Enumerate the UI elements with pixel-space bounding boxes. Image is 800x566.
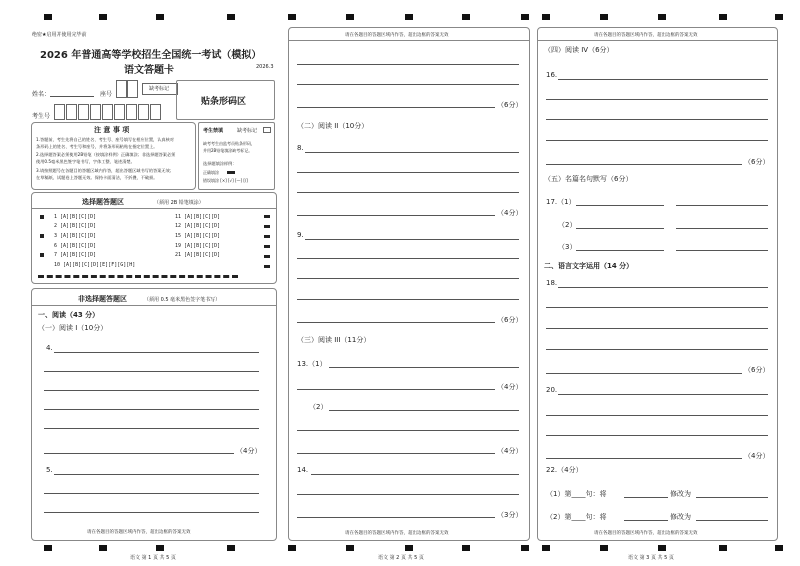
answer-line[interactable] xyxy=(546,458,742,459)
question-number: 4. xyxy=(46,344,53,352)
nonmc-panel xyxy=(31,288,277,541)
answer-line[interactable] xyxy=(546,435,768,436)
nonmc-title: 非选择题答题区 xyxy=(78,295,127,303)
timing-mark xyxy=(288,545,296,551)
subsection-heading: （二）阅读 II（10分） xyxy=(297,122,369,130)
timing-mark xyxy=(775,14,783,20)
exam-no-box[interactable] xyxy=(78,104,89,120)
score-label: （4分） xyxy=(744,452,770,460)
score-label: （3分） xyxy=(497,511,523,519)
row-mark xyxy=(264,215,270,218)
timing-mark xyxy=(405,545,413,551)
fill-example-title: 选择题填涂样例： xyxy=(203,161,237,166)
notes-line: 条形码上的姓名、考生号和座号，并将条形码粘贴在指定位置上。 xyxy=(36,144,158,149)
exam-no-box[interactable] xyxy=(138,104,149,120)
timing-mark xyxy=(156,545,164,551)
row-mark xyxy=(264,245,270,248)
timing-mark xyxy=(346,545,354,551)
panel-notice: 请在各题目的答题区域内作答，超出边框的答案无效 xyxy=(594,531,698,536)
timing-mark xyxy=(719,545,727,551)
answer-line[interactable] xyxy=(696,520,768,521)
question-number: 13.（1） xyxy=(297,360,327,368)
wrong-fill: 错误填涂 [×] [√] [—] [/] xyxy=(203,178,248,183)
page2-panel xyxy=(288,27,530,541)
answer-line[interactable] xyxy=(44,409,259,410)
answer-line[interactable] xyxy=(297,494,519,495)
notes-title: 注 意 事 项 xyxy=(94,126,130,134)
row-mark xyxy=(264,235,270,238)
timing-mark xyxy=(521,14,529,20)
answer-line[interactable] xyxy=(297,84,519,85)
question-number: （2） xyxy=(558,221,577,229)
candidate-desc: 缺考考生由监考员贴条形码， xyxy=(203,141,255,146)
mc-hint: （须用 2B 铅笔填涂） xyxy=(154,200,204,206)
mc-row[interactable]: 19 [A][B][C][D] xyxy=(175,243,221,249)
answer-line[interactable] xyxy=(576,228,664,229)
exam-no-box[interactable] xyxy=(54,104,65,120)
timing-mark xyxy=(44,14,52,20)
answer-line[interactable] xyxy=(546,328,768,329)
answer-line[interactable] xyxy=(297,322,495,323)
answer-line[interactable] xyxy=(44,453,234,454)
timing-mark xyxy=(44,545,52,551)
answer-line[interactable] xyxy=(546,99,768,100)
page-footer: 语文 第 1 页 共 5 页 xyxy=(130,555,176,561)
answer-line[interactable] xyxy=(297,517,495,518)
divider xyxy=(538,40,777,41)
question-number: 9. xyxy=(297,231,304,239)
exam-no-box[interactable] xyxy=(66,104,77,120)
notes-line: 1.答题前，考生先将自己的姓名、考生号、座号填写在相应位置，认真核对 xyxy=(36,137,174,142)
timing-mark xyxy=(405,14,413,20)
answer-line[interactable] xyxy=(297,389,495,390)
candidate-title: 考生禁填 xyxy=(203,128,224,134)
score-label: （6分） xyxy=(497,101,523,109)
name-field[interactable] xyxy=(50,96,94,97)
mc-row[interactable]: 3 [A][B][C][D] xyxy=(54,233,97,239)
answer-line[interactable] xyxy=(44,512,259,513)
question-number: （2） xyxy=(309,403,328,411)
timing-mark xyxy=(600,545,608,551)
barcode-label: 贴条形码区 xyxy=(201,97,247,107)
question-number: 18. xyxy=(546,279,558,287)
notes-line: 2.选择题答案必须使用2B铅笔（按填涂样例）正确填涂；非选择题答案必须 xyxy=(36,152,176,157)
score-label: （4分） xyxy=(497,209,523,217)
question-number: 17.（1） xyxy=(546,198,576,206)
subsection-heading: （三）阅读 III（11分） xyxy=(297,336,371,344)
score-label: （6分） xyxy=(497,316,523,324)
revise-label: 修改为 xyxy=(670,513,691,521)
exam-date: 2026.3 xyxy=(256,64,274,70)
question-number: 5. xyxy=(46,466,53,474)
mc-row[interactable]: 1 [A][B][C][D] xyxy=(54,214,97,220)
exam-no-label: 考生号 xyxy=(32,113,51,120)
absent-mark-box[interactable] xyxy=(263,127,271,133)
answer-line[interactable] xyxy=(696,497,768,498)
notes-panel xyxy=(31,122,196,190)
answer-line[interactable] xyxy=(297,64,519,65)
question-number: 22.（4分） xyxy=(546,466,583,474)
nonmc-hint: （须用 0.5 毫米黑色签字笔书写） xyxy=(144,297,221,303)
divider xyxy=(289,40,529,41)
answer-line[interactable] xyxy=(297,215,495,216)
mc-row[interactable]: 12 [A][B][C][D] xyxy=(175,223,221,229)
question-number: 20. xyxy=(546,386,558,394)
seat-box[interactable] xyxy=(116,80,127,98)
top-note: 绝密★启用并使用完毕前 xyxy=(32,32,87,38)
exam-no-box[interactable] xyxy=(114,104,125,120)
page3-panel xyxy=(537,27,778,541)
subsection-heading: （四）阅读 IV（6分） xyxy=(544,46,614,54)
exam-no-box[interactable] xyxy=(150,104,161,120)
answer-line[interactable] xyxy=(546,373,742,374)
question-number: （3） xyxy=(558,243,577,251)
exam-title: 2026 年普通高等学校招生全国统一考试（模拟） xyxy=(40,50,262,61)
question-number: （2）第____句：将 xyxy=(546,513,607,521)
section-heading: 一、阅读（43 分） xyxy=(38,311,100,319)
answer-line[interactable] xyxy=(546,164,742,165)
answer-line[interactable] xyxy=(546,119,768,120)
dash-strip xyxy=(38,275,238,278)
answer-line[interactable] xyxy=(297,453,495,454)
candidate-panel xyxy=(198,122,275,190)
timing-mark xyxy=(227,14,235,20)
timing-mark xyxy=(462,545,470,551)
answer-line[interactable] xyxy=(329,367,519,368)
answer-line[interactable] xyxy=(297,192,519,193)
answer-line[interactable] xyxy=(558,79,768,80)
exam-no-box[interactable] xyxy=(126,104,137,120)
answer-line[interactable] xyxy=(297,299,519,300)
timing-mark xyxy=(775,545,783,551)
name-label: 姓名： xyxy=(32,91,51,98)
answer-line[interactable] xyxy=(329,410,519,411)
page-footer: 语文 第 2 页 共 5 页 xyxy=(378,555,424,561)
mc-title: 选择题答题区 xyxy=(82,198,124,206)
score-label: （4分） xyxy=(497,447,523,455)
subsection-heading: （一）阅读 I（10分） xyxy=(38,324,108,332)
absent-label: 缺考标记 xyxy=(237,128,258,134)
answer-line[interactable] xyxy=(546,307,768,308)
row-mark xyxy=(264,225,270,228)
small-tag-label: 缺考标记 xyxy=(149,86,170,92)
score-label: （6分） xyxy=(744,366,770,374)
answer-line[interactable] xyxy=(305,239,519,240)
question-number: （1）第____句：将 xyxy=(546,490,607,498)
question-number: 14. xyxy=(297,466,309,474)
row-mark xyxy=(264,265,270,268)
answer-line[interactable] xyxy=(44,371,259,372)
timing-mark xyxy=(346,14,354,20)
answer-line[interactable] xyxy=(311,474,519,475)
answer-line[interactable] xyxy=(44,390,259,391)
question-number: 16. xyxy=(546,71,558,79)
exam-no-box[interactable] xyxy=(102,104,113,120)
mc-row[interactable]: 15 [A][B][C][D] xyxy=(175,233,221,239)
answer-line[interactable] xyxy=(44,428,259,429)
panel-notice: 请在各题目的答题区域内作答，超出边框的答案无效 xyxy=(594,33,698,38)
timing-mark xyxy=(521,545,529,551)
correct-fill: 正确填涂 xyxy=(203,170,219,175)
timing-mark xyxy=(658,14,666,20)
timing-mark xyxy=(99,14,107,20)
seat-box[interactable] xyxy=(127,80,138,98)
divider xyxy=(32,208,276,209)
timing-mark xyxy=(288,14,296,20)
answer-line[interactable] xyxy=(624,497,668,498)
section-heading: 二、语言文字运用（14 分） xyxy=(544,262,634,270)
mc-panel xyxy=(31,192,277,284)
answer-line[interactable] xyxy=(297,278,519,279)
mc-row[interactable]: 7 [A][B][C][D] xyxy=(54,252,97,258)
panel-notice: 请在各题目的答题区域内作答，超出边框的答案无效 xyxy=(87,530,191,535)
answer-line[interactable] xyxy=(297,107,495,108)
timing-mark xyxy=(462,14,470,20)
answer-line[interactable] xyxy=(305,152,519,153)
exam-no-box[interactable] xyxy=(90,104,101,120)
timing-mark xyxy=(156,14,164,20)
notes-line: 3.请按照题号在各题目的答题区域内作答，超出答题区域书写的答案无效； xyxy=(36,168,174,173)
revise-label: 修改为 xyxy=(670,490,691,498)
row-mark xyxy=(40,253,44,257)
answer-line[interactable] xyxy=(676,250,768,251)
answer-line[interactable] xyxy=(676,205,768,206)
mc-row[interactable]: 10 [A][B][C][D][E][F][G][H] xyxy=(54,262,136,268)
score-label: （4分） xyxy=(497,383,523,391)
score-label: （4分） xyxy=(236,447,262,455)
answer-line[interactable] xyxy=(558,394,768,395)
timing-mark xyxy=(99,545,107,551)
page-footer: 语文 第 3 页 共 5 页 xyxy=(628,555,674,561)
candidate-desc: 并用2B铅笔填涂缺考标记。 xyxy=(203,148,253,153)
row-mark xyxy=(40,215,44,219)
notes-line: 在草稿纸、试题卷上答题无效。保持卡面清洁，不折叠，不破损。 xyxy=(36,175,158,180)
answer-line[interactable] xyxy=(44,493,259,494)
correct-fill-sample xyxy=(227,171,235,174)
answer-line[interactable] xyxy=(297,430,519,431)
answer-line[interactable] xyxy=(297,172,519,173)
answer-line[interactable] xyxy=(676,228,768,229)
timing-mark xyxy=(658,545,666,551)
timing-mark xyxy=(227,545,235,551)
mc-row[interactable]: 11 [A][B][C][D] xyxy=(175,214,221,220)
mc-row[interactable]: 6 [A][B][C][D] xyxy=(54,243,97,249)
answer-line[interactable] xyxy=(297,258,519,259)
answer-line[interactable] xyxy=(546,415,768,416)
timing-mark xyxy=(600,14,608,20)
barcode-area xyxy=(176,80,275,120)
card-title: 语文答题卡 xyxy=(124,65,174,76)
answer-line[interactable] xyxy=(546,140,768,141)
timing-mark xyxy=(542,14,550,20)
answer-line[interactable] xyxy=(576,205,664,206)
subsection-heading: （五）名篇名句默写（6分） xyxy=(544,175,633,183)
answer-line[interactable] xyxy=(558,287,768,288)
mc-row[interactable]: 21 [A][B][C][D] xyxy=(175,252,221,258)
answer-line[interactable] xyxy=(576,250,664,251)
row-mark xyxy=(40,234,44,238)
panel-notice: 请在各题目的答题区域内作答，超出边框的答案无效 xyxy=(345,33,449,38)
timing-mark xyxy=(542,545,550,551)
row-mark xyxy=(264,255,270,258)
mc-row[interactable]: 2 [A][B][C][D] xyxy=(54,223,97,229)
answer-line[interactable] xyxy=(624,520,668,521)
answer-line[interactable] xyxy=(54,474,259,475)
seat-label: 座号 xyxy=(100,91,113,98)
answer-line[interactable] xyxy=(546,349,768,350)
timing-mark xyxy=(719,14,727,20)
score-label: （6分） xyxy=(744,158,770,166)
question-number: 8. xyxy=(297,144,304,152)
answer-line[interactable] xyxy=(54,352,259,353)
divider xyxy=(32,305,276,306)
notes-line: 使用0.5毫米黑色签字笔书写，字体工整、笔迹清楚。 xyxy=(36,159,135,164)
panel-notice: 请在各题目的答题区域内作答，超出边框的答案无效 xyxy=(345,531,449,536)
